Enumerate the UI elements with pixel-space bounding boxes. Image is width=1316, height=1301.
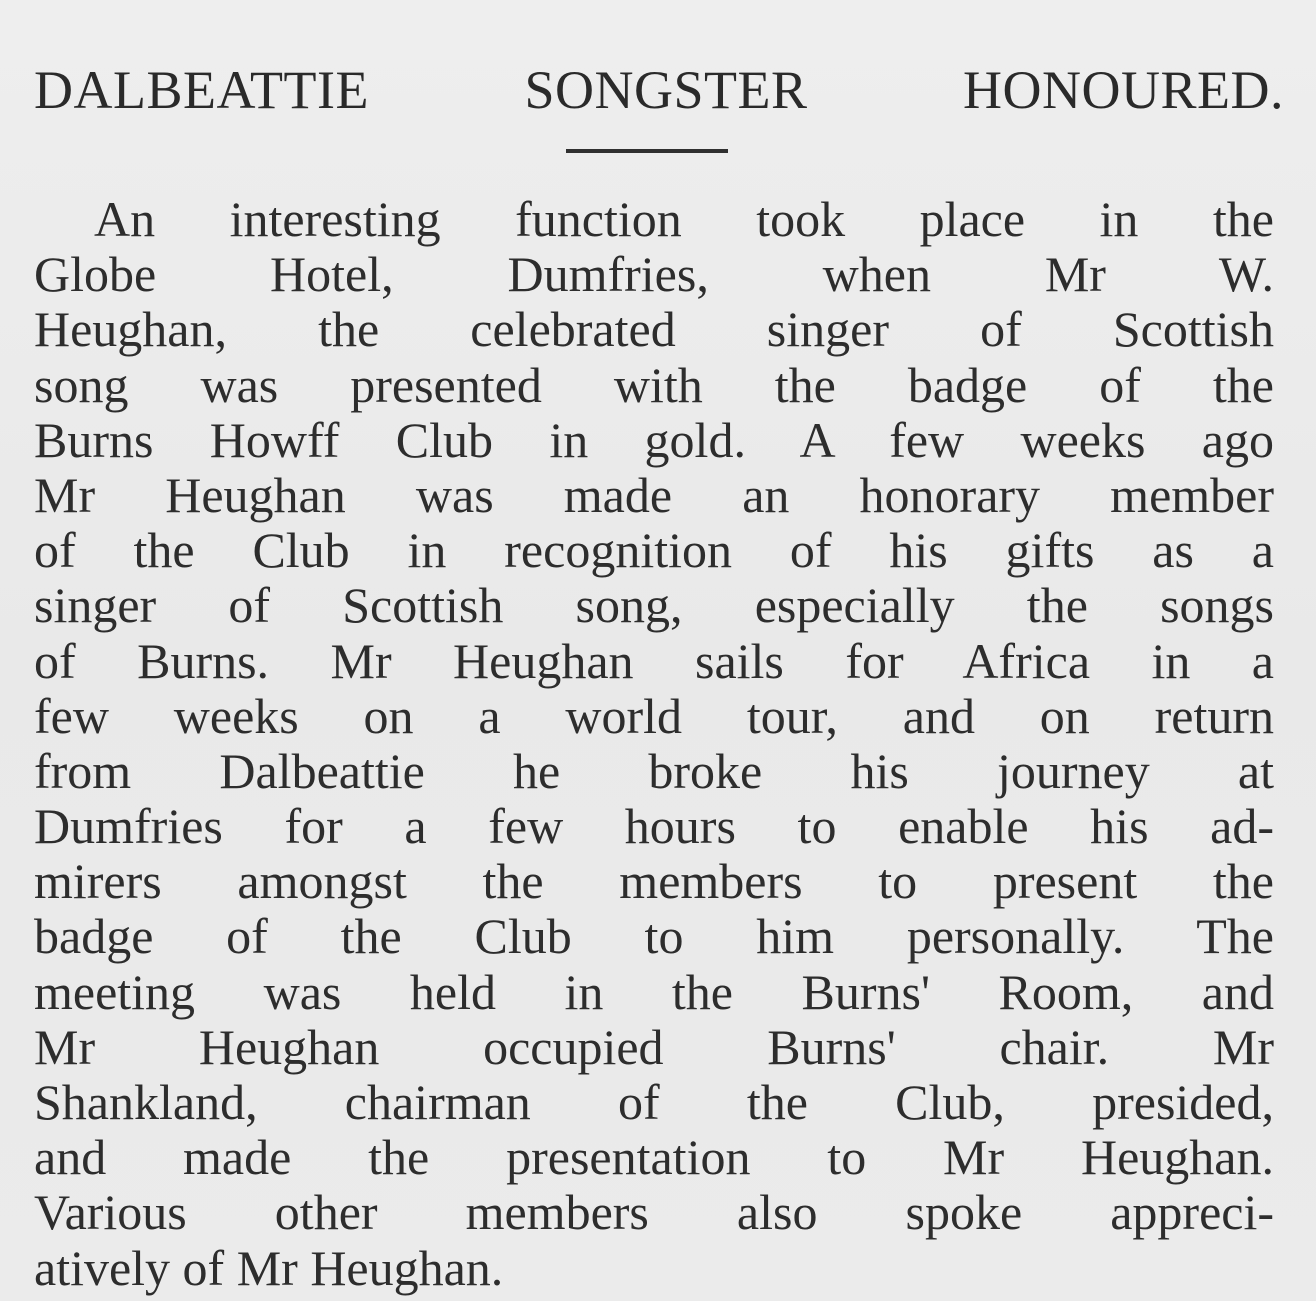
- article-line: of Burns. Mr Heughan sails for Africa in a: [34, 632, 1274, 689]
- article-line: Mr Heughan occupied Burns' chair. Mr: [34, 1018, 1274, 1075]
- article-line: meeting was held in the Burns' Room, and: [34, 963, 1274, 1020]
- headline: DALBEATTIE SONGSTER HONOURED.: [34, 60, 1284, 120]
- article-line: and made the presentation to Mr Heughan.: [34, 1129, 1274, 1186]
- article-line: Heughan, the celebrated singer of Scottish: [34, 301, 1274, 358]
- article-line: atively of Mr Heughan.: [34, 1239, 504, 1296]
- article-line: singer of Scottish song, especially the songs: [34, 577, 1274, 634]
- article-line: Shankland, chairman of the Club, presided,: [34, 1074, 1274, 1130]
- article-line: mirers amongst the members to present the: [34, 853, 1274, 910]
- article-line: An interesting function took place in the: [94, 191, 1274, 247]
- article-line: Globe Hotel, Dumfries, when Mr W.: [34, 246, 1274, 303]
- article-line: few weeks on a world tour, and on return: [34, 687, 1274, 744]
- article-line: from Dalbeattie he broke his journey at: [34, 742, 1274, 799]
- article-line: badge of the Club to him personally. The: [34, 908, 1274, 965]
- headline-rule: [566, 149, 728, 153]
- article-body: [34, 192, 1274, 1296]
- article-line: Dumfries for a few hours to enable his ad-: [34, 798, 1274, 855]
- article-line: of the Club in recognition of his gifts as a: [34, 522, 1274, 579]
- article-line: song was presented with the badge of the: [34, 356, 1274, 413]
- article-line: Mr Heughan was made an honorary member: [34, 466, 1274, 523]
- article-line: Various other members also spoke appreci-: [34, 1184, 1274, 1241]
- article-line: Burns Howff Club in gold. A few weeks ago: [34, 411, 1274, 468]
